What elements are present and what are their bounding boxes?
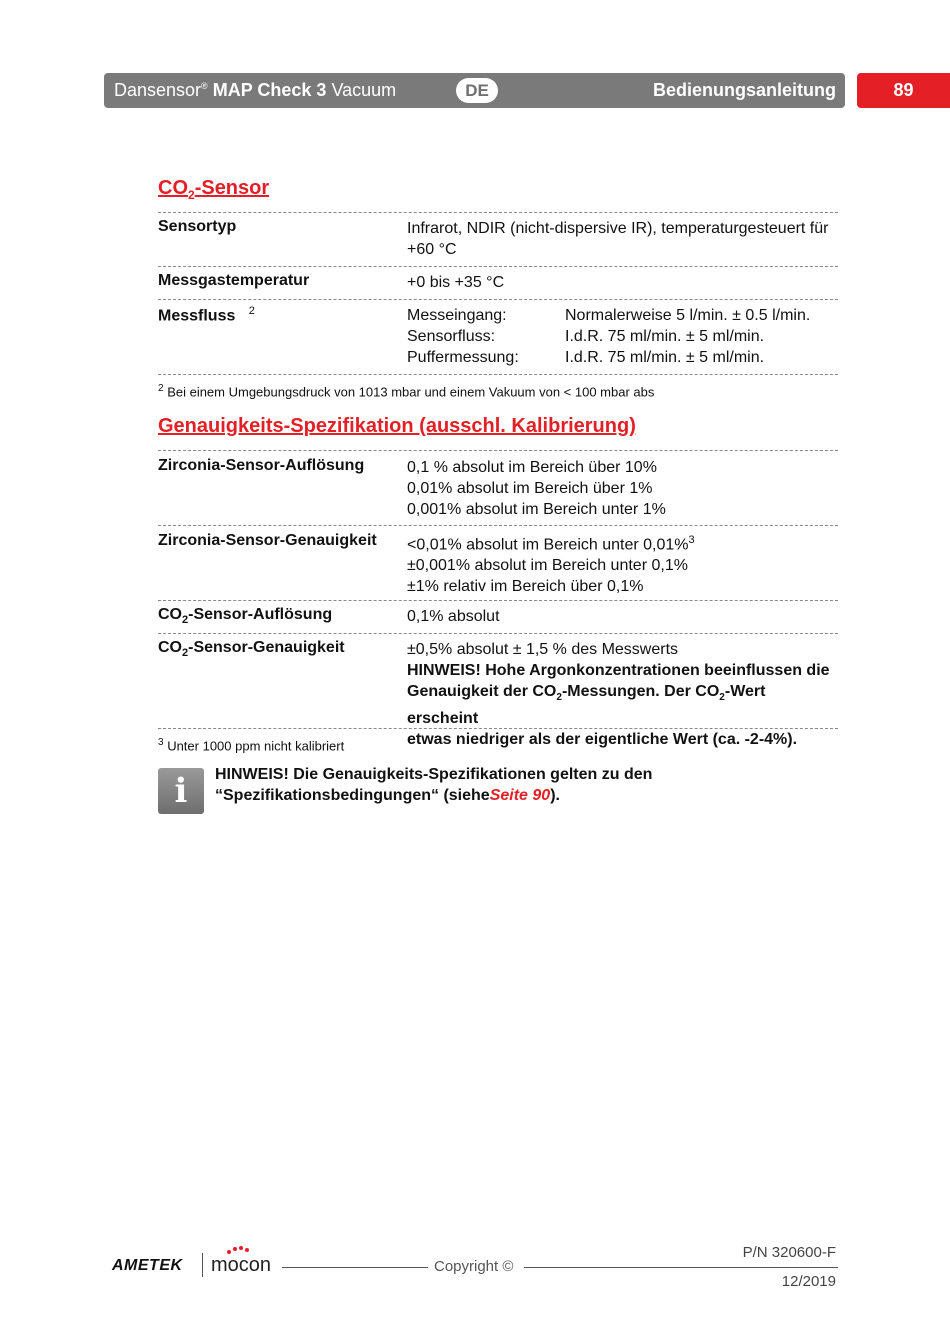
messfluss-values: Normalerweise 5 l/min. ± 0.5 l/min. I.d.R. 75 ml/min. ± 5 ml/min. I.d.R. 75 ml/min. ± 5 ml/min.: [565, 307, 811, 366]
divider: [158, 374, 838, 375]
page-90-link[interactable]: Seite 90: [489, 787, 551, 804]
footer-line-right: [524, 1267, 838, 1268]
footnote-3: $^3$ Unter 1000 ppm nicht kalibriert: [158, 737, 345, 754]
mocon-logo: mocon: [211, 1254, 271, 1277]
zirconia-resolution-value: 0,1 % absolut im Bereich über 10% 0,01% absolut im Bereich über 1% 0,001% absolut im Bereich unter 1%: [407, 459, 666, 518]
logo-separator: [202, 1253, 203, 1277]
divider: [158, 633, 838, 634]
divider: [158, 728, 838, 729]
co2-accuracy-value: ±0,5% absolut ± 1,5 % des Messwerts HINWEIS! Hohe Argonkonzentrationen beeinflussen die Genauigkeit der $CO_2$-Messungen. Der $CO_2$-Wert erscheint etwas niedriger als der eigentliche Wert (ca. -2-4%).: [407, 641, 830, 749]
divider: [158, 600, 838, 601]
messgastemperatur-label: Messgastemperatur: [158, 272, 310, 289]
divider: [158, 299, 838, 300]
page-number: 89: [857, 73, 950, 108]
co2-resolution-label: $CO_2-Sensor$-Auflösung: [158, 606, 333, 627]
document-title: Bedienungsanleitung: [652, 80, 836, 100]
messfluss-label: Messfluss $^2$: [158, 305, 255, 325]
divider: [158, 266, 838, 267]
accuracy-note: HINWEIS! Die Genauigkeits-Spezifikationen gelten zu den “Spezifikationsbedingungen“ (sieheSeite 90).: [215, 766, 653, 804]
footnote-2: $^2$ Bei einem Umgebungsdruck von 1013 mbar und einem Vakuum von < 100 mbar abs: [158, 383, 655, 400]
document-date: 12/2019: [781, 1273, 836, 1290]
accuracy-heading: Genauigkeits-Spezifikation (ausschl. Kalibrierung): [158, 415, 636, 437]
divider: [158, 525, 838, 526]
co2-accuracy-label: $CO_2-Sensor$-Genauigkeit: [158, 639, 345, 660]
footer-line-left: [282, 1267, 428, 1268]
info-icon: i: [158, 768, 204, 814]
messgastemperatur-value: +0 bis +35 °C: [407, 274, 505, 291]
zirconia-accuracy-label: Zirconia-Sensor-Genauigkeit: [158, 532, 377, 549]
sensortyp-label: Sensortyp: [158, 218, 237, 235]
part-number: P/N 320600-F: [742, 1244, 836, 1261]
copyright: Copyright ©: [434, 1258, 514, 1275]
divider: [158, 212, 838, 213]
ametek-logo: AMETEK: [112, 1257, 183, 1274]
zirconia-resolution-label: Zirconia-Sensor-Auflösung: [158, 457, 365, 474]
divider: [158, 450, 838, 451]
mocon-logo-dots-icon: [224, 1246, 250, 1254]
header-bar: [104, 73, 845, 108]
messfluss-items: Messeingang: Sensorfluss: Puffermessung:: [407, 307, 519, 366]
sensortyp-value: Infrarot, NDIR (nicht-dispersive IR), temperaturgesteuert für +60 °C: [407, 220, 829, 258]
product-title: Dansensor® MAP Check 3 Vacuum: [114, 80, 397, 100]
zirconia-accuracy-value: <0,01% absolut im Bereich unter 0,01%$^3$ ±0,001% absolut im Bereich unter 0,1% ±1% relativ im Bereich über 0,1%: [407, 534, 695, 596]
co2-sensor-heading: $CO_2$-Sensor: [158, 177, 270, 202]
co2-resolution-value: 0,1% absolut: [407, 608, 500, 625]
language-badge: DE: [456, 78, 498, 103]
